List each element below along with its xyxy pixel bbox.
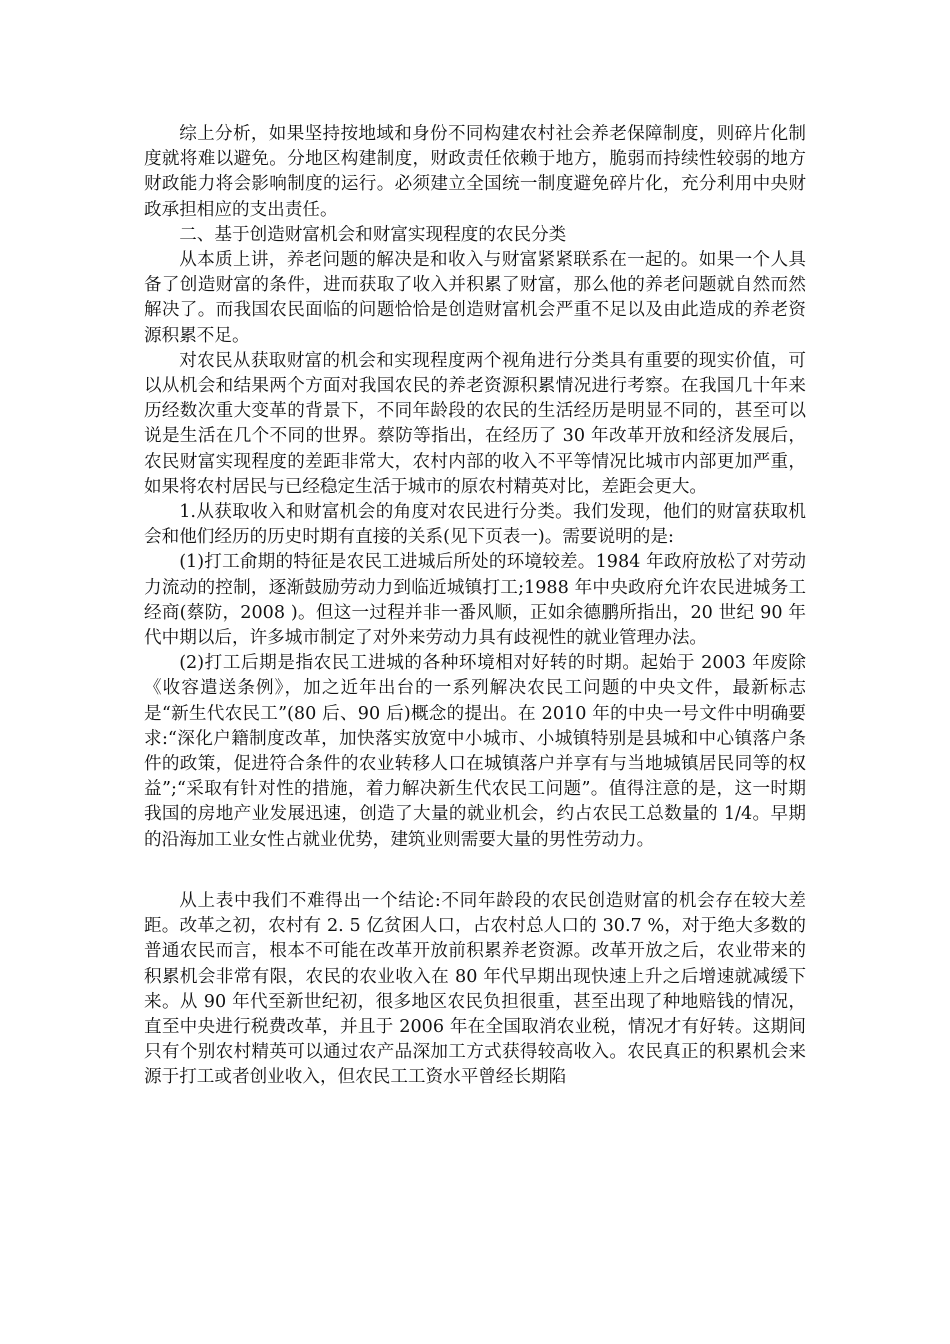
paragraph-late-period: (2)打工后期是指农民工进城的各种环境相对好转的时期。起始于 2003 年废除《收容遣送条例》，加之近年出台的一系列解决农民工问题的中央文件，最新标志是“新生代农民工”(80 后、90 后)概念的提出。在 2010 年的中央一号文件中明确要求:“深化户籍制度改革，加快落实放宽中小城市、小城镇特别是县城和中心镇落户条件的政策，促进符合条件的农业转移人口在城镇落户并享有与当地城镇居民同等的权益”;“采取有针对性的措施，着力解决新生代农民工问题”。值得注意的是，这一时期我国的房地产业发展迅速，创造了大量的就业机会，约占农民工总数量的 1/4。早期的沿海加工业女性占就业优势，建筑业则需要大量的男性劳动力。 xyxy=(144,653,806,850)
paragraph-income-opportunity: 1.从获取收入和财富机会的角度对农民进行分类。我们发现，他们的财富获取机会和他们经历的历史时期有直接的关系(见下页表一)。需要说明的是: xyxy=(144,502,806,548)
paragraph-early-period: (1)打工俞期的特征是农民工进城后所处的环境较差。1984 年政府放松了对劳动力流动的控制，逐渐鼓励劳动力到临近城镇打工;1988 年中央政府允许农民进城务工经商(蔡防，2008 )。但这一过程并非一番风顺，正如余德鹏所指出，20 世纪 90 年代中期以后，许多城市制定了对外来劳动力具有歧视性的就业管理办法。 xyxy=(144,552,806,649)
table-gap xyxy=(144,853,806,889)
paragraph-conclusion: 从上表中我们不难得出一个结论:不同年龄段的农民创造财富的机会存在较大差距。改革之初，农村有 2. 5 亿贫困人口，占农村总人口的 30.7 %，对于绝大多数的普通农民而言，根本不可能在改革开放前积累养老资源。改革开放之后，农业带来的积累机会非常有限，农民的农业收入在 80 年代早期出现快速上升之后增速就减缓下来。从 90 年代至新世纪初，很多地区农民负担很重，甚至出现了种地赔钱的情况，直至中央进行税费改革，并且于 2006 年在全国取消农业税，情况才有好转。这期间只有个别农村精英可以通过农产品深加工方式获得较高收入。农民真正的积累机会来源于打工或者创业收入，但农民工工资水平曾经长期陷 xyxy=(144,890,806,1088)
section-heading: 二、基于创造财富机会和财富实现程度的农民分类 xyxy=(179,224,567,245)
paragraph-classification: 对农民从获取财富的机会和实现程度两个视角进行分类具有重要的现实价值，可以从机会和结果两个方面对我国农民的养老资源积累情况进行考察。在我国几十年来历经数次重大变革的背景下，不同年龄段的农民的生活经历是明显不同的，甚至可以说是生活在几个不同的世界。蔡防等指出，在经历了 30 年改革开放和经济发展后，农民财富实现程度的差距非常大，农村内部的收入不平等情况比城市内部更加严重，如果将农村居民与已经稳定生活于城市的原农村精英对比，差距会更大。 xyxy=(144,350,806,497)
paragraph-essence: 从本质上讲，养老问题的解决是和收入与财富紧紧联系在一起的。如果一个人具备了创造财富的条件，进而获取了收入并积累了财富，那么他的养老问题就自然而然解决了。而我国农民面临的问题恰恰是创造财富机会严重不足以及由此造成的养老资源积累不足。 xyxy=(144,250,806,346)
document-page xyxy=(144,122,806,1091)
paragraph-summary: 综上分析，如果坚持按地域和身份不同构建农村社会养老保障制度，则碎片化制度就将难以避免。分地区构建制度，财政责任依赖于地方，脆弱而持续性较弱的地方财政能力将会影响制度的运行。必须建立全国统一制度避免碎片化，充分利用中央财政承担相应的支出责任。 xyxy=(144,124,806,220)
